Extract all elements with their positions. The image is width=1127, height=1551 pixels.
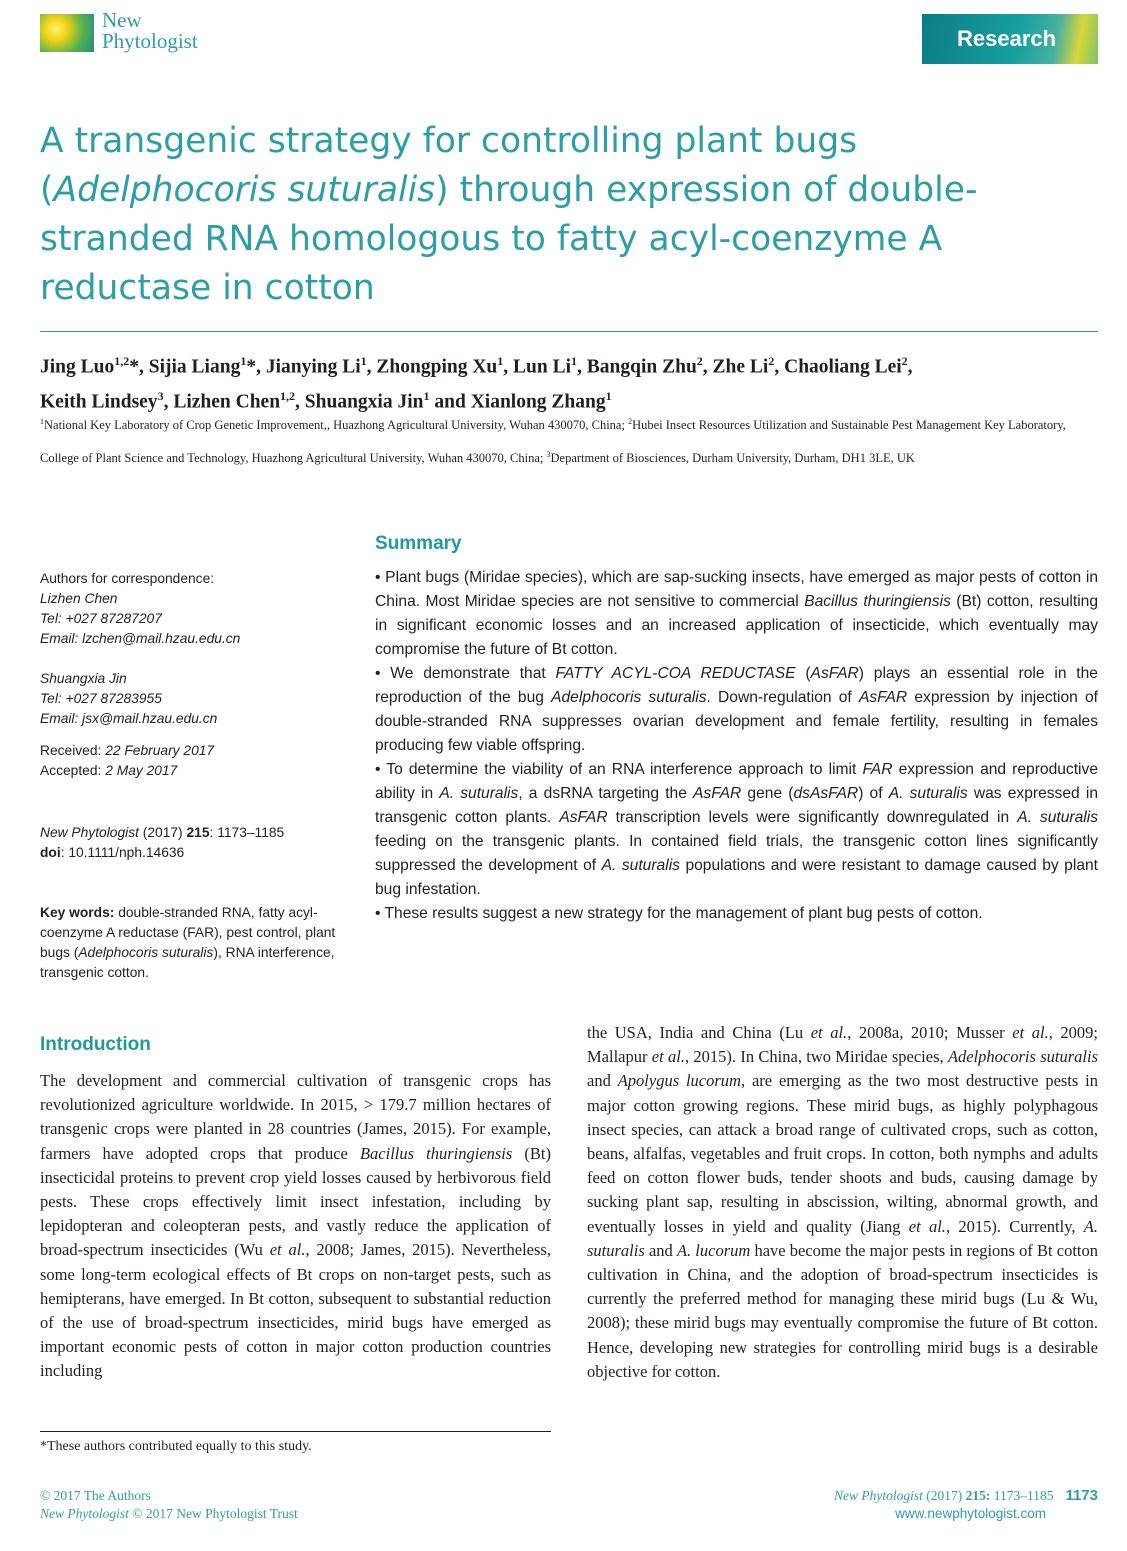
author-affiliation-marker: 1,2 <box>280 388 296 403</box>
correspondent-name: Lizhen Chen <box>40 591 118 606</box>
keywords: Key words: double-stranded RNA, fatty acyl-coenzyme A reductase (FAR), pest control, plant bugs (Adelphocoris suturalis), RNA interference, transgenic cotton. <box>40 905 336 980</box>
article-dates: Received: 22 February 2017 Accepted: 2 May 2017 <box>40 743 215 778</box>
summary-bullet: • Plant bugs (Miridae species), which are sap-sucking insects, have emerged as major pests of cotton in China. Most Miridae species are not sensitive to commercial Bacillus thuringiensis (Bt) cotton, resulting in significant economic losses and an increased application of insecticide, which eventually may compromise the future of Bt cotton. <box>375 569 1098 658</box>
author-name: Xianlong Zhang <box>470 391 606 412</box>
author-name: Jing Luo <box>40 356 115 378</box>
correspondent-email[interactable]: Email: lzchen@mail.hzau.edu.cn <box>40 631 241 646</box>
footnote: *These authors contributed equally to this study. <box>40 1439 312 1454</box>
equal-contribution-marker: * <box>129 356 139 378</box>
affiliation-marker: 3 <box>546 450 551 460</box>
journal-url[interactable]: www.newphytologist.com <box>895 1506 1046 1521</box>
title-divider <box>40 331 1098 332</box>
author-name: Sijia Liang <box>148 356 241 378</box>
correspondent-email[interactable]: Email: jsx@mail.hzau.edu.cn <box>40 711 218 726</box>
author-affiliation-marker: 1 <box>360 354 367 368</box>
author-name: Zhe Li <box>712 356 769 378</box>
affiliation-text: National Key Laboratory of Crop Genetic Improvement,, Huazhong Agricultural University, Wuhan 430070, China; <box>44 418 629 433</box>
summary-bullet: • To determine the viability of an RNA interference approach to limit FAR expression and reproductive ability in A. suturalis, a dsRNA targeting the AsFAR gene (dsAsFAR) of A. suturalis was expressed in transgenic cotton plants. AsFAR transcription levels were significantly downregulated in A. suturalis feeding on the transgenic plants. In contained field trials, the transgenic cotton lines significantly suppressed the development of A. suturalis populations and were resistant to damage caused by plant bug infestation. <box>375 761 1098 898</box>
author-affiliation-marker: 2 <box>696 354 703 368</box>
correspondent-tel: Tel: +027 87283955 <box>40 691 162 706</box>
citation: New Phytologist (2017) 215: 1173–1185 doi: 10.1111/nph.14636 <box>40 823 340 863</box>
author-affiliation-marker: 1 <box>571 354 578 368</box>
author-name: Lun Li <box>513 356 572 378</box>
correspondent-name: Shuangxia Jin <box>40 671 127 686</box>
affiliation-text: Hubei Insect Resources Utilization and Sustainable Pest Management Key Laboratory, College of Plant Science and Technology, Huazhong Agricultural University, Wuhan 430070, China; <box>40 418 1066 466</box>
footer-citation: New Phytologist (2017) 215: 1173–1185 1173 www.newphytologist.com <box>833 1487 1098 1521</box>
author-name: Shuangxia Jin <box>304 391 424 412</box>
affiliation-marker: 2 <box>628 417 633 426</box>
author-joiner: and <box>434 391 466 412</box>
footnote-divider <box>40 1431 551 1432</box>
author-affiliation-marker: 1,2 <box>114 354 130 368</box>
correspondence: Authors for correspondence: Lizhen Chen Tel: +027 87287207 Email: lzchen@mail.hzau.edu.cn Shuangxia Jin Tel: +027 87283955 Email: jsx@mail.hzau.edu.cn <box>40 571 241 726</box>
summary-heading: Summary <box>375 533 462 554</box>
author-name: Lizhen Chen <box>173 391 281 412</box>
doi[interactable]: doi: 10.1111/nph.14636 <box>40 845 185 860</box>
page-number: 1173 <box>1065 1487 1098 1504</box>
summary <box>375 566 1098 926</box>
author-affiliation-marker: 1 <box>423 388 430 403</box>
equal-contribution-marker: * <box>246 356 257 378</box>
affiliations <box>40 407 1102 473</box>
author-name: Zhongping Xu <box>376 356 498 378</box>
author-affiliation-marker: 1 <box>497 354 504 368</box>
summary-bullet: • We demonstrate that FATTY ACYL-COA REDUCTASE (AsFAR) plays an essential role in the reproduction of the bug Adelphocoris suturalis. Down-regulation of AsFAR expression by injection of double-stranded RNA suppresses ovarian development and female fertility, resulting in females producing few viable offspring. <box>375 665 1099 754</box>
author-affiliation-marker: 3 <box>157 388 164 403</box>
author-name: Bangqin Zhu <box>586 356 697 378</box>
author-list: Jing Luo$^{1,2}$*, Sijia Liang$^1$*, Jianying Li$^1$, Zhongping Xu$^1$, Lun Li$^1$, Bangqin Zhu$^2$, Zhe Li$^2$, Chaoliang Lei$^2$, Keith Lindsey$^3$, Lizhen Chen$^{1,2}$, Shuangxia Jin$^1$ and Xianlong Zhang$^1$ <box>40 354 913 412</box>
author-affiliation-marker: 1 <box>240 354 247 368</box>
affiliation-text: Department of Biosciences, Durham University, Durham, DH1 3LE, UK <box>550 451 915 466</box>
footer-copyright: © 2017 The Authors New Phytologist © 2017 New Phytologist Trust <box>40 1488 298 1521</box>
author-name: Chaoliang Lei <box>784 356 902 378</box>
journal-name: New Phytologist <box>102 8 198 53</box>
author-name: Jianying Li <box>265 356 361 378</box>
article-title: A transgenic strategy for controlling plant bugs (Adelphocoris suturalis) through expression of double-stranded RNA homologous to fatty acyl-coenzyme A reductase in cotton <box>40 121 978 308</box>
author-affiliation-marker: 2 <box>901 354 908 368</box>
author-affiliation-marker: 2 <box>768 354 775 368</box>
summary-bullet: • These results suggest a new strategy for the management of plant bug pests of cotton. <box>375 905 983 922</box>
body-column-left: The development and commercial cultivation of transgenic crops has revolutionized agriculture worldwide. In 2015, > 179.7 million hectares of transgenic crops were planted in 28 countries (James, 2015). For example, farmers have adopted crops that produce Bacillus thuringiensis (Bt) insecticidal proteins to prevent crop yield losses caused by herbivorous field pests. These crops effectively limit insect infestation, including by lepidopteran and coleopteran pests, and vastly reduce the application of broad-spectrum insecticides (Wu et al., 2008; James, 2015). Nevertheless, some long-term ecological effects of Bt crops on non-target pests, such as hemipterans, have emerged. In Bt cotton, subsequent to substantial reduction of the use of broad-spectrum insecticides, mirid bugs have emerged as important economic pests of cotton in major cotton production countries including <box>40 1071 552 1381</box>
author-name: Keith Lindsey <box>40 391 158 412</box>
author-affiliation-marker: 1 <box>605 388 612 403</box>
introduction-heading: Introduction <box>40 1034 151 1055</box>
body-column-right: the USA, India and China (Lu et al., 2008a, 2010; Musser et al., 2009; Mallapur et al., 2015). In China, two Miridae species, Adelphocoris suturalis and Apolygus lucorum, are emerging as the two most destructive pests in major cotton growing regions. These mirid bugs, as highly polyphagous insect species, can attack a broad range of cultivated crops, such as cotton, beans, alfalfas, vegetables and fruit crops. In cotton, both nymphs and adults feed on cotton flower buds, tender shoots and buds, causing damage by sucking plant sap, resulting in abscission, wilting, abnormal growth, and eventually losses in yield and quality (Jiang et al., 2015). Currently, A. suturalis and A. lucorum have become the major pests in regions of Bt cotton cultivation in China, and the adoption of broad-spectrum insecticides is currently the preferred method for managing these mirid bugs (Lu & Wu, 2008); these mirid bugs may eventually compromise the future of Bt cotton. Hence, developing new strategies for controlling mirid bugs is a desirable objective for cotton. <box>587 1023 1099 1381</box>
correspondent-tel: Tel: +027 87287207 <box>40 611 162 626</box>
journal-logo-icon <box>40 14 94 52</box>
affiliation-marker: 1 <box>40 417 44 426</box>
section-label: Research <box>957 26 1057 51</box>
